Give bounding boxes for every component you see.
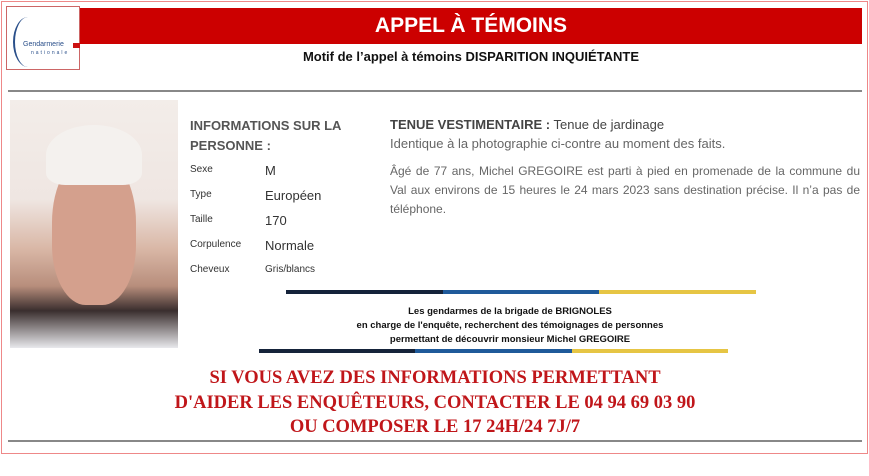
field-taille (190, 213, 287, 228)
brigade-text (260, 305, 760, 347)
field-value: Gris/blancs (265, 264, 316, 275)
page-title: APPEL À TÉMOINS (80, 8, 862, 44)
clothing-note: Identique à la photographie ci-contre au moment des faits. (390, 136, 726, 151)
brigade-line: en charge de l'enquête, recherchent des témoignages de personnes (356, 320, 664, 331)
description: Âgé de 77 ans, Michel GREGOIRE est parti à pied en promenade de la commune du Val aux environs de 15 heures le 24 mars 2023 sans destination précise. Il n’a pas de téléphone. (390, 164, 860, 216)
tricolor-bar (259, 349, 728, 353)
logo-text: Gendarmerie (23, 41, 64, 48)
call-line: D'AIDER LES ENQUÊTEURS, CONTACTER LE 04 94 69 03 90 (174, 392, 696, 413)
field-value: M (265, 163, 276, 178)
call-line: SI VOUS AVEZ DES INFORMATIONS PERMETTANT (209, 368, 661, 388)
field-label: Corpulence (190, 239, 242, 250)
field-label: Taille (190, 214, 213, 225)
clothing-label: TENUE VESTIMENTAIRE : (390, 117, 551, 132)
field-label: Cheveux (190, 264, 230, 275)
brigade-line: Les gendarmes de la brigade de BRIGNOLES (408, 306, 612, 317)
field-corpulence (190, 238, 315, 253)
field-value: Normale (265, 238, 315, 253)
divider (8, 440, 862, 442)
field-sexe (190, 163, 276, 178)
field-type (190, 188, 322, 203)
brigade-line: permettant de découvrir monsieur Michel GREGOIRE (389, 334, 631, 345)
field-value: 170 (265, 213, 287, 228)
logo-subtext: nationale (31, 50, 70, 56)
clothing-value: Tenue de jardinage (553, 117, 665, 132)
person-info-title: INFORMATIONS SUR LA PERSONNE : (190, 118, 341, 153)
tricolor-bar (286, 290, 756, 294)
field-cheveux (190, 264, 316, 275)
divider (8, 90, 862, 92)
hair-shape (46, 125, 142, 185)
field-value: Européen (265, 188, 322, 203)
gendarmerie-logo (6, 6, 80, 70)
motif: Motif de l’appel à témoins DISPARITION INQUIÉTANTE (302, 49, 640, 64)
call-line: OU COMPOSER LE 17 24H/24 7J/7 (289, 417, 581, 437)
flag-icon (73, 43, 80, 48)
clothing (390, 117, 664, 132)
missing-person-photo (10, 100, 178, 348)
field-label: Sexe (190, 164, 213, 175)
call-to-action (130, 366, 740, 440)
field-label: Type (190, 189, 212, 200)
